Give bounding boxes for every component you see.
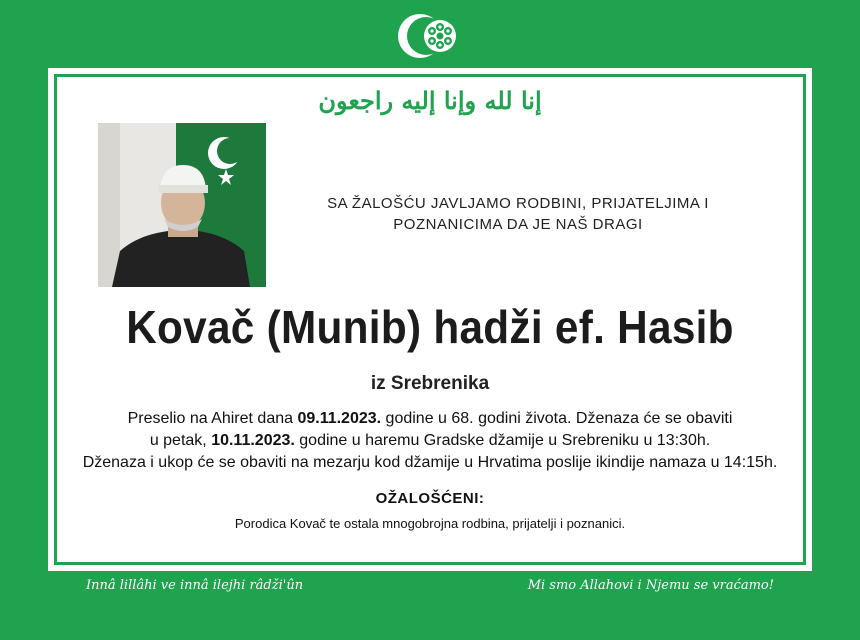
details-line-3: Dženaza i ukop će se obaviti na mezarju kod džamije u Hrvatima poslije ikindije namaza u 14:15h. bbox=[82, 454, 778, 471]
details-line-2: u petak, 10.11.2023. godine u haremu Gradske džamije u Srebreniku u 13:30h. bbox=[149, 432, 711, 449]
death-date: 09.11.2023. bbox=[297, 410, 382, 427]
announcement-line-1: SA ŽALOŠĆU JAVLJAMO RODBINI, PRIJATELJIMA I bbox=[327, 195, 709, 212]
footer-translation: Mi smo Allahovi i Njemu se vraćamo! bbox=[527, 578, 774, 593]
footer-arabic-transliteration: Innâ lillâhi ve innâ ilejhi râdži'ûn bbox=[86, 578, 304, 593]
crescent-emblem-icon bbox=[396, 8, 466, 64]
deceased-name: Kovač (Munib) hadži ef. Hasib bbox=[126, 301, 734, 353]
funeral-details bbox=[48, 408, 812, 474]
announcement-text bbox=[288, 193, 748, 235]
portrait-photo bbox=[98, 123, 266, 287]
funeral-date: 10.11.2023. bbox=[211, 432, 295, 449]
deceased-origin: iz Srebrenika bbox=[370, 373, 490, 394]
mourners-heading: OŽALOŠĆENI: bbox=[375, 490, 485, 507]
announcement-line-2: POZNANICIMA DA JE NAŠ DRAGI bbox=[393, 216, 643, 233]
obituary-card bbox=[48, 68, 812, 571]
mourners-text: Porodica Kovač te ostala mnogobrojna rodbina, prijatelji i poznanici. bbox=[234, 516, 626, 531]
details-line-1: Preselio na Ahiret dana 09.11.2023. godine u 68. godini života. Dženaza će se obaviti bbox=[127, 410, 733, 427]
arabic-calligraphy: إنا لله وإنا إليه راجعون bbox=[318, 86, 542, 115]
